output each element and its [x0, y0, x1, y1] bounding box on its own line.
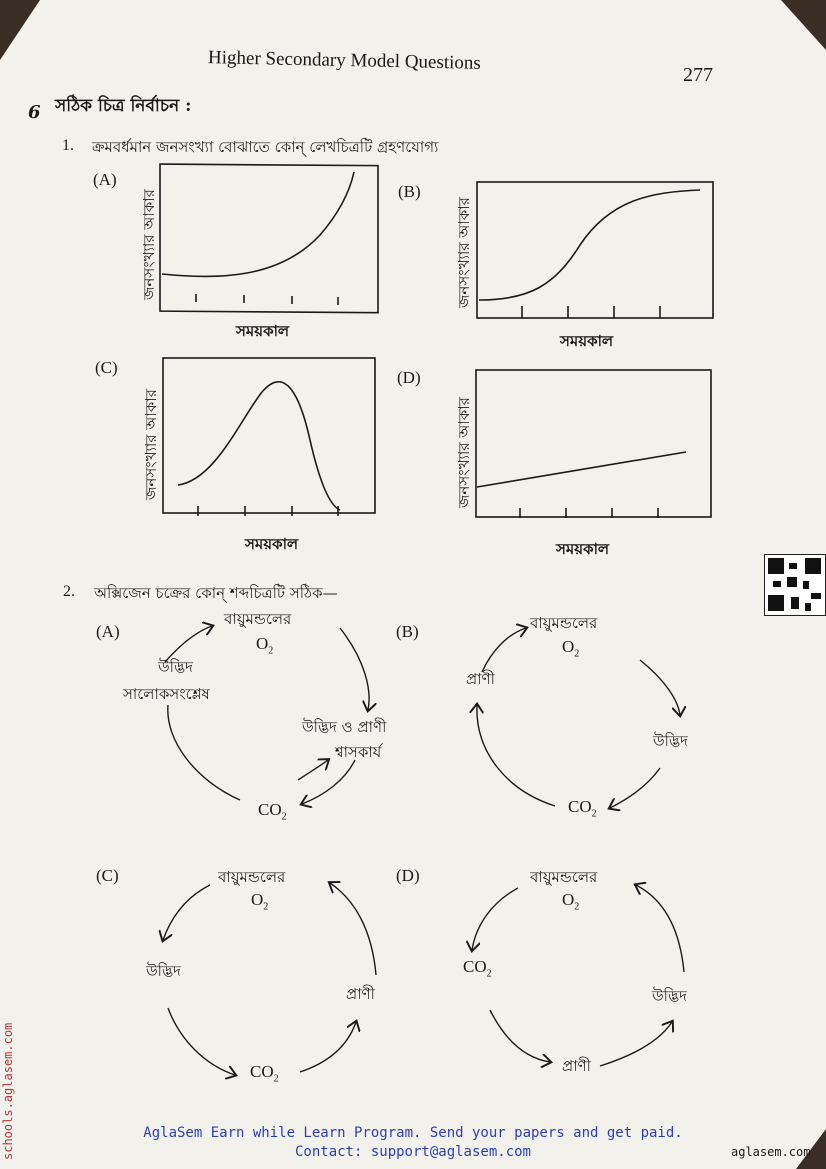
q2-c-right: প্রাণী [346, 985, 375, 1003]
q2-a-right-top: উদ্ভিদ ও প্রাণী [302, 718, 387, 736]
q2-b-co2: $CO_2$ [568, 797, 597, 820]
q2-d-o2: $O_2$ [562, 890, 580, 913]
q1-option-b-xlabel: সময়কাল [560, 332, 614, 350]
cycle-c-arrows [163, 883, 376, 1075]
question1-text: ক্রমবর্ধমান জনসংখ্যা বোঝাতে কোন্ লেখচিত্রটি গ্রহণযোগ্য [92, 138, 439, 156]
q1-option-d-label: (D) [397, 368, 421, 387]
footer-promo-line: AglaSem Earn while Learn Program. Send your papers and get paid. [143, 1125, 683, 1141]
side-watermark-url: schools.aglasem.com [1, 1022, 15, 1160]
q2-b-right: উদ্ভিদ [653, 732, 688, 750]
graph-a [160, 164, 378, 313]
q2-option-b-label: (B) [396, 622, 419, 641]
question1-number: 1. [62, 137, 74, 154]
q2-b-atmos: বায়ুমন্ডলের [530, 614, 598, 632]
q1-option-d-xlabel: সময়কাল [556, 540, 610, 558]
q2-a-right-bottom: শ্বাসকার্য [335, 743, 382, 761]
q1-option-c-ylabel: জনসংখ্যার আকার [142, 389, 160, 500]
q2-option-a-label: (A) [96, 622, 120, 641]
q1-option-c-xlabel: সময়কাল [245, 535, 299, 553]
page-header-title: Higher Secondary Model Questions [207, 47, 482, 74]
q2-a-left-bottom: সালোকসংশ্লেষ [123, 685, 210, 703]
qr-code-image [764, 554, 826, 616]
q2-c-atmos: বায়ুমন্ডলের [218, 868, 286, 886]
q2-a-o2: $O_2$ [256, 634, 274, 657]
q2-c-co2: $CO_2$ [250, 1062, 279, 1085]
q2-c-left: উদ্ভিদ [146, 962, 181, 980]
q1-option-b-label: (B) [398, 182, 421, 201]
q2-d-left-co2: $CO_2$ [463, 957, 492, 980]
q2-a-atmos: বায়ুমন্ডলের [224, 610, 292, 628]
question2-text: অক্সিজেন চক্রের কোন্ শব্দচিত্রটি সঠিক— [94, 584, 338, 602]
graph-d [476, 370, 711, 518]
q2-b-o2: $O_2$ [562, 637, 580, 660]
section-title: সঠিক চিত্র নির্বাচন : [55, 96, 192, 116]
q2-d-atmos: বায়ুমন্ডলের [530, 868, 598, 886]
q1-option-a-xlabel: সময়কাল [236, 322, 290, 340]
q2-d-right: উদ্ভিদ [652, 987, 687, 1005]
q2-b-left: প্রাণী [466, 670, 495, 688]
q1-option-b-ylabel: জনসংখ্যার আকার [455, 197, 473, 308]
q2-a-co2: $CO_2$ [258, 800, 287, 823]
graph-b [477, 182, 713, 318]
q1-option-c-label: (C) [95, 358, 118, 377]
section-number: 6 [28, 102, 41, 123]
page-number: 277 [683, 64, 713, 86]
corner-url[interactable]: aglasem.com [731, 1145, 811, 1159]
q2-option-c-label: (C) [96, 866, 119, 885]
graph-c [163, 358, 375, 516]
q2-a-left-top: উদ্ভিদ [158, 658, 193, 676]
q2-c-o2: $O_2$ [251, 890, 269, 913]
question2-number: 2. [63, 583, 75, 600]
q2-option-d-label: (D) [396, 866, 420, 885]
q1-option-a-ylabel: জনসংখ্যার আকার [140, 189, 158, 300]
q1-option-a-label: (A) [93, 170, 117, 189]
q2-d-bottom: প্রাণী [562, 1057, 591, 1075]
footer-contact-text[interactable]: Contact: support@aglasem.com [294, 1144, 531, 1160]
q1-option-d-ylabel: জনসংখ্যার আকার [455, 397, 473, 508]
footer-contact-line [0, 1144, 826, 1160]
